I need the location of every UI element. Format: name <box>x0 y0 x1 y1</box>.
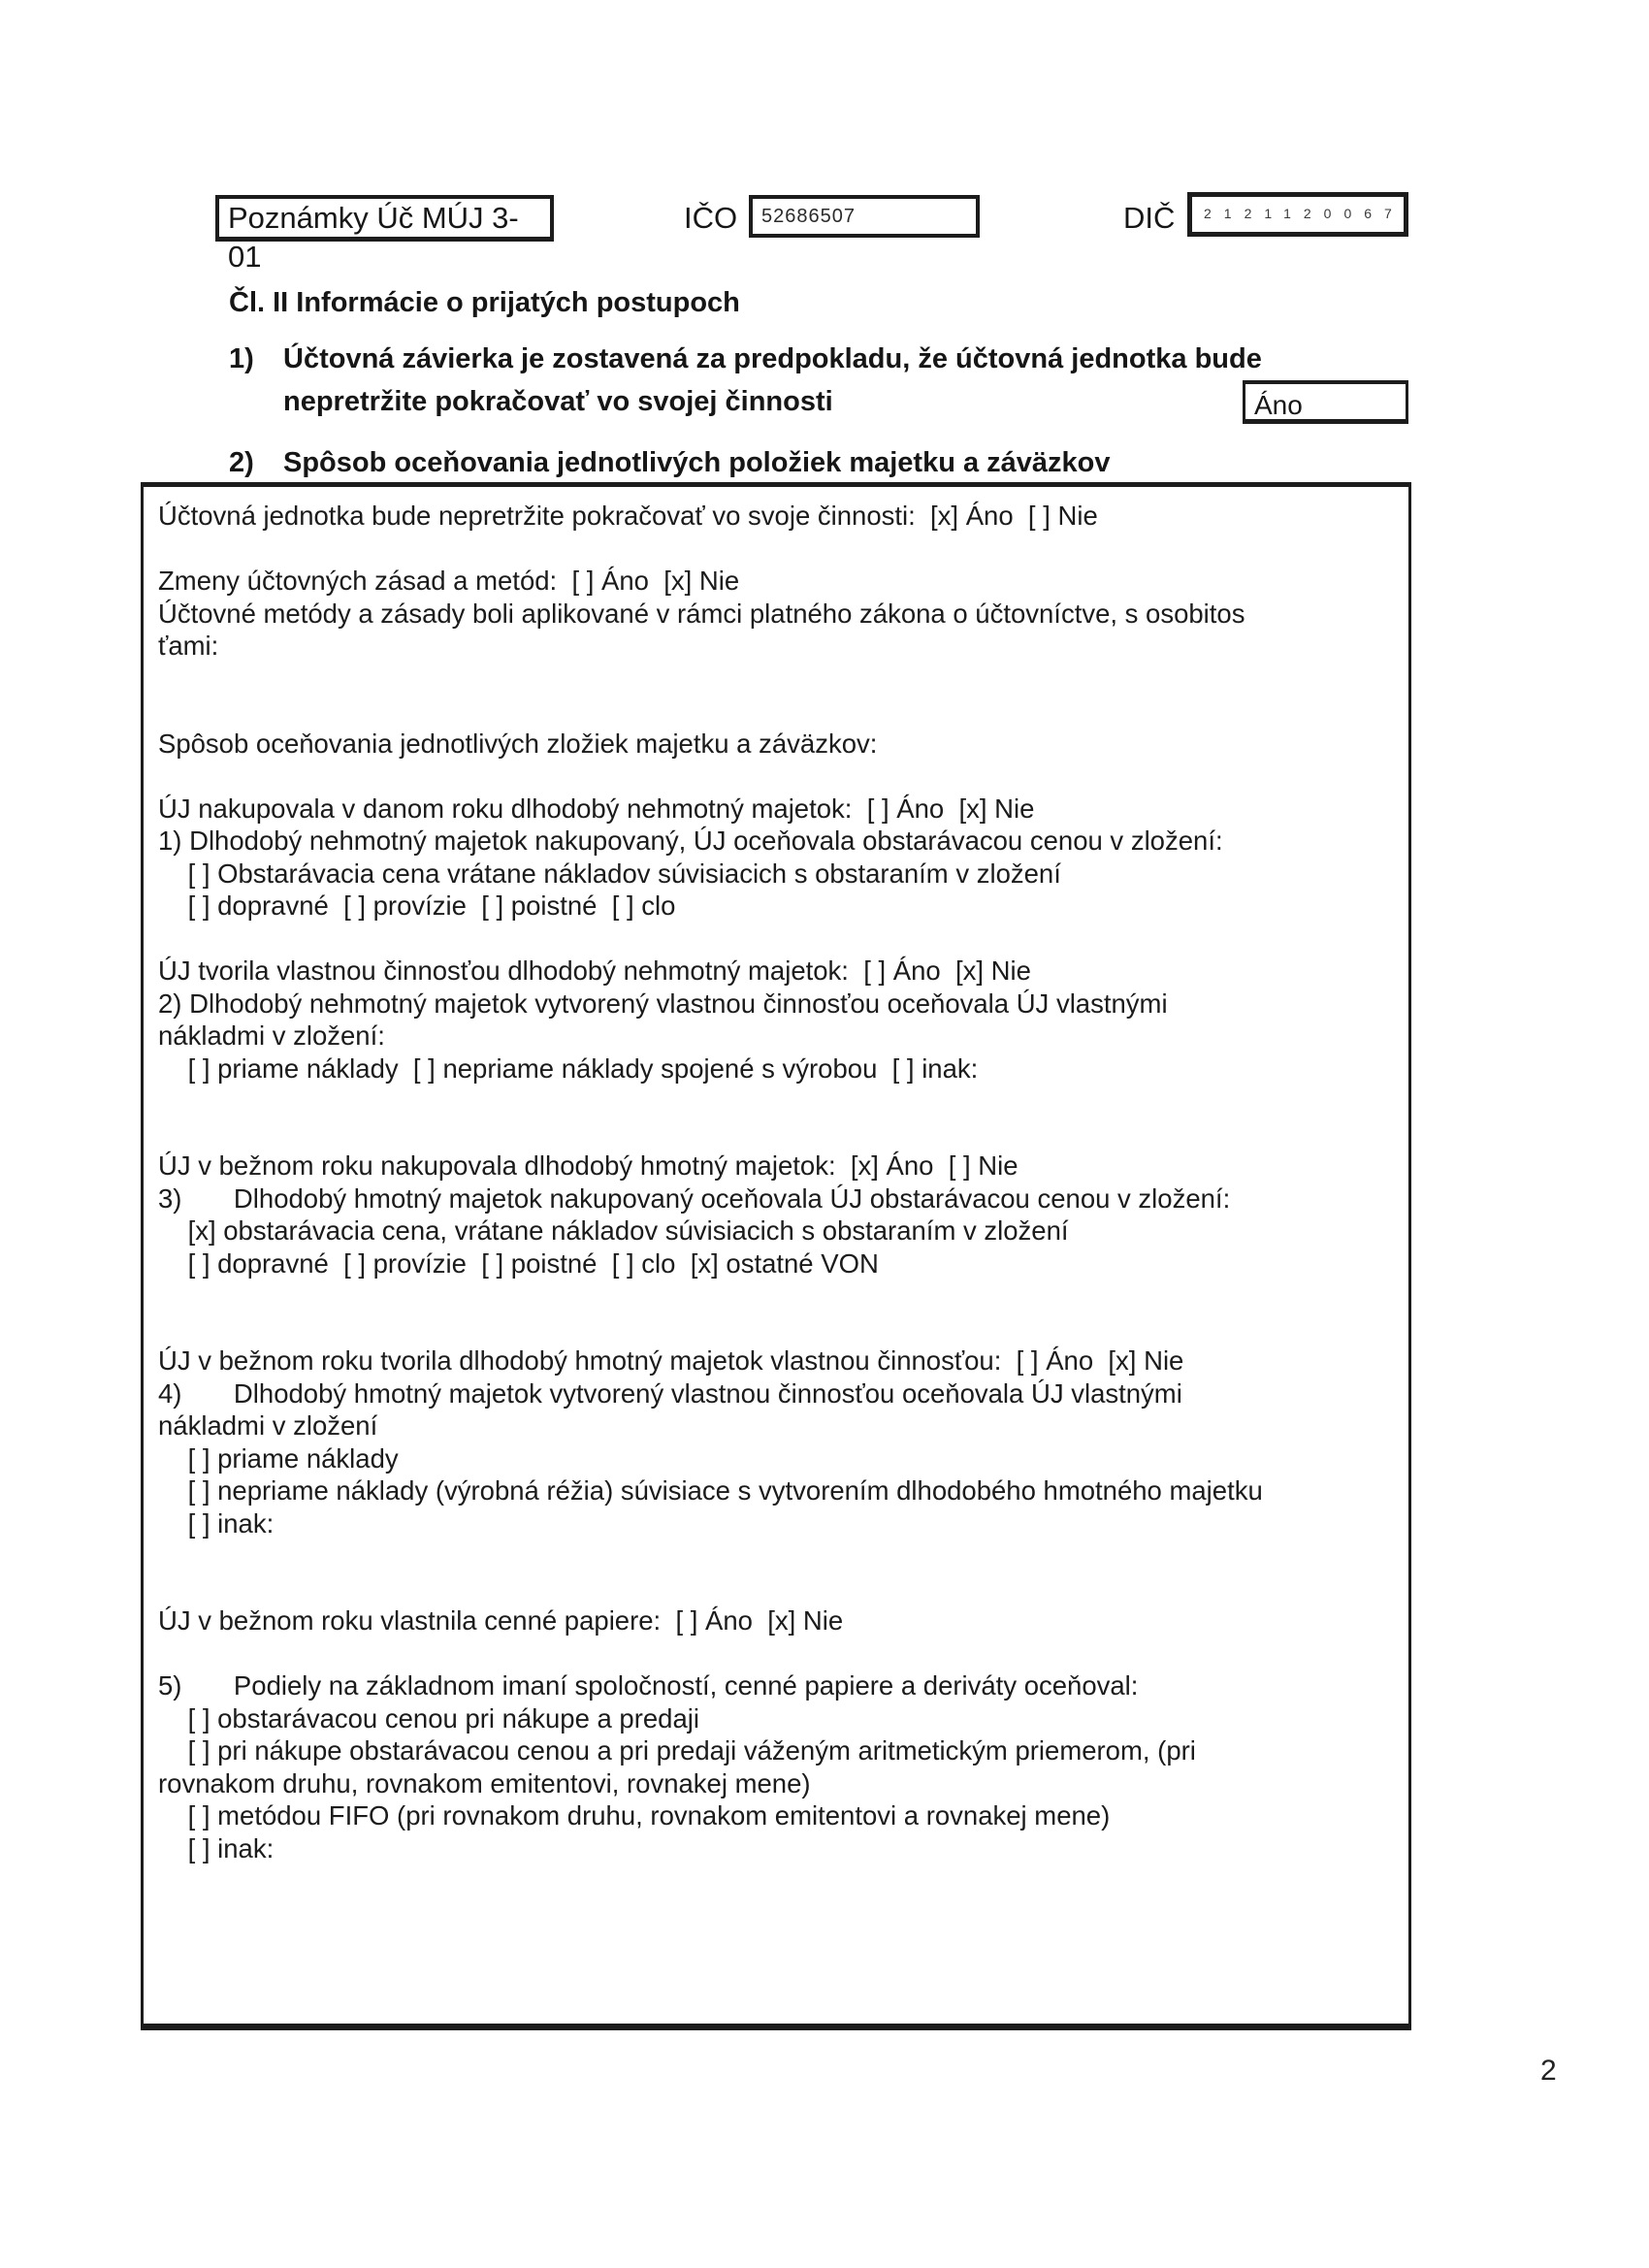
form-line: ÚJ v bežnom roku tvorila dlhodobý hmotný majetok vlastnou činnosťou: [ ] Áno [x] Nie <box>158 1345 1184 1376</box>
form-line: [ ] priame náklady [ ] nepriame náklady spojené s výrobou [ ] inak: <box>158 1053 979 1084</box>
item1-text-line1: Účtovná závierka je zostavená za predpokladu, že účtovná jednotka bude <box>283 343 1262 374</box>
form-line: [ ] dopravné [ ] provízie [ ] poistné [ ] clo [x] ostatné VON <box>158 1247 879 1279</box>
form-line <box>158 923 1401 956</box>
form-line: rovnakom druhu, rovnakom emitentovi, rovnakej mene) <box>158 1767 811 1798</box>
answer-box-ano <box>1243 380 1408 424</box>
form-line: ÚJ v bežnom roku nakupovala dlhodobý hmotný majetok: [x] Áno [ ] Nie <box>158 1150 1018 1181</box>
item1-number: 1) <box>229 343 254 374</box>
form-line <box>158 1312 1401 1345</box>
form-line: [ ] inak: <box>158 1507 275 1539</box>
ico-label: IČO <box>684 201 738 235</box>
form-line <box>158 1118 1401 1150</box>
form-title: Poznámky Úč MÚJ 3-01 <box>228 201 519 274</box>
item2-text: Spôsob oceňovania jednotlivých položiek majetku a záväzkov <box>283 447 1111 478</box>
form-line: Spôsob oceňovania jednotlivých zložiek majetku a záväzkov: <box>158 728 878 759</box>
form-line: 5) Podiely na základnom imaní spoločností, cenné papiere a deriváty oceňoval: <box>158 1670 1139 1701</box>
form-line: [ ] nepriame náklady (výrobná réžia) súvisiace s vytvorením dlhodobého hmotného majetku <box>158 1475 1263 1506</box>
dic-box <box>1187 192 1408 237</box>
form-line <box>158 1572 1401 1605</box>
form-line: nákladmi v zložení: <box>158 1021 385 1051</box>
form-line: ÚJ tvorila vlastnou činnosťou dlhodobý nehmotný majetok: [ ] Áno [x] Nie <box>158 956 1031 986</box>
form-line: 4) Dlhodobý hmotný majetok vytvorený vlastnou činnosťou oceňovala ÚJ vlastnými <box>158 1377 1182 1409</box>
form-line <box>158 695 1401 728</box>
form-line: [ ] pri nákupe obstarávacou cenou a pri predaji váženým aritmetickým priemerom, (pri <box>158 1735 1196 1766</box>
form-line: 3) Dlhodobý hmotný majetok nakupovaný oceňovala ÚJ obstarávacou cenou v zložení: <box>158 1183 1231 1214</box>
form-title-box <box>215 195 554 274</box>
answer-value: Áno <box>1254 390 1303 420</box>
form-line <box>158 1280 1401 1312</box>
page-number: 2 <box>1540 2055 1557 2087</box>
form-line: ťami: <box>158 631 219 661</box>
form-line: Účtovná jednotka bude nepretržite pokračovať vo svoje činnosti: [x] Áno [ ] Nie <box>158 501 1098 531</box>
form-line: ÚJ nakupovala v danom roku dlhodobý nehmotný majetok: [ ] Áno [x] Nie <box>158 793 1035 824</box>
form-line: [ ] obstarávacou cenou pri nákupe a predaji <box>158 1702 699 1733</box>
item2-number: 2) <box>229 447 254 478</box>
form-line: Zmeny účtovných zásad a metód: [ ] Áno [x] Nie <box>158 566 740 596</box>
form-line: [ ] Obstarávacia cena vrátane nákladov súvisiacich s obstaraním v zložení <box>158 858 1061 889</box>
form-line: ÚJ v bežnom roku vlastnila cenné papiere: [ ] Áno [x] Nie <box>158 1605 844 1636</box>
form-line: [ ] priame náklady <box>158 1442 399 1474</box>
form-line: [ ] dopravné [ ] provízie [ ] poistné [ ] clo <box>158 891 676 921</box>
form-line <box>158 663 1401 696</box>
dic-label: DIČ <box>1123 201 1176 235</box>
dic-value: 2121120067 <box>1204 206 1405 221</box>
form-line <box>158 1085 1401 1118</box>
form-line <box>158 760 1401 793</box>
form-line: [ ] metódou FIFO (pri rovnakom druhu, rovnakom emitentovi a rovnakej mene) <box>158 1800 1111 1831</box>
section-heading: Čl. II Informácie o prijatých postupoch <box>229 287 740 318</box>
form-line: 1) Dlhodobý nehmotný majetok nakupovaný, ÚJ oceňovala obstarávacou cenou v zložení: <box>158 826 1223 856</box>
ico-value: 52686507 <box>761 206 856 227</box>
form-line: Účtovné metódy a zásady boli aplikované v rámci platného zákona o účtovníctve, s osobitos <box>158 598 1245 629</box>
form-line: [ ] inak: <box>158 1832 275 1863</box>
notes-box <box>141 482 1411 2030</box>
form-line: 2) Dlhodobý nehmotný majetok vytvorený vlastnou činnosťou oceňovala ÚJ vlastnými <box>158 988 1168 1019</box>
form-line <box>158 1539 1401 1572</box>
form-line <box>158 1637 1401 1670</box>
form-line: [x] obstarávacia cena, vrátane nákladov súvisiacich s obstaraním v zložení <box>158 1215 1069 1246</box>
ico-box <box>749 195 980 238</box>
form-line: nákladmi v zložení <box>158 1410 378 1441</box>
item1-text-line2: nepretržite pokračovať vo svojej činnosti <box>283 386 833 417</box>
form-line <box>158 533 1401 566</box>
